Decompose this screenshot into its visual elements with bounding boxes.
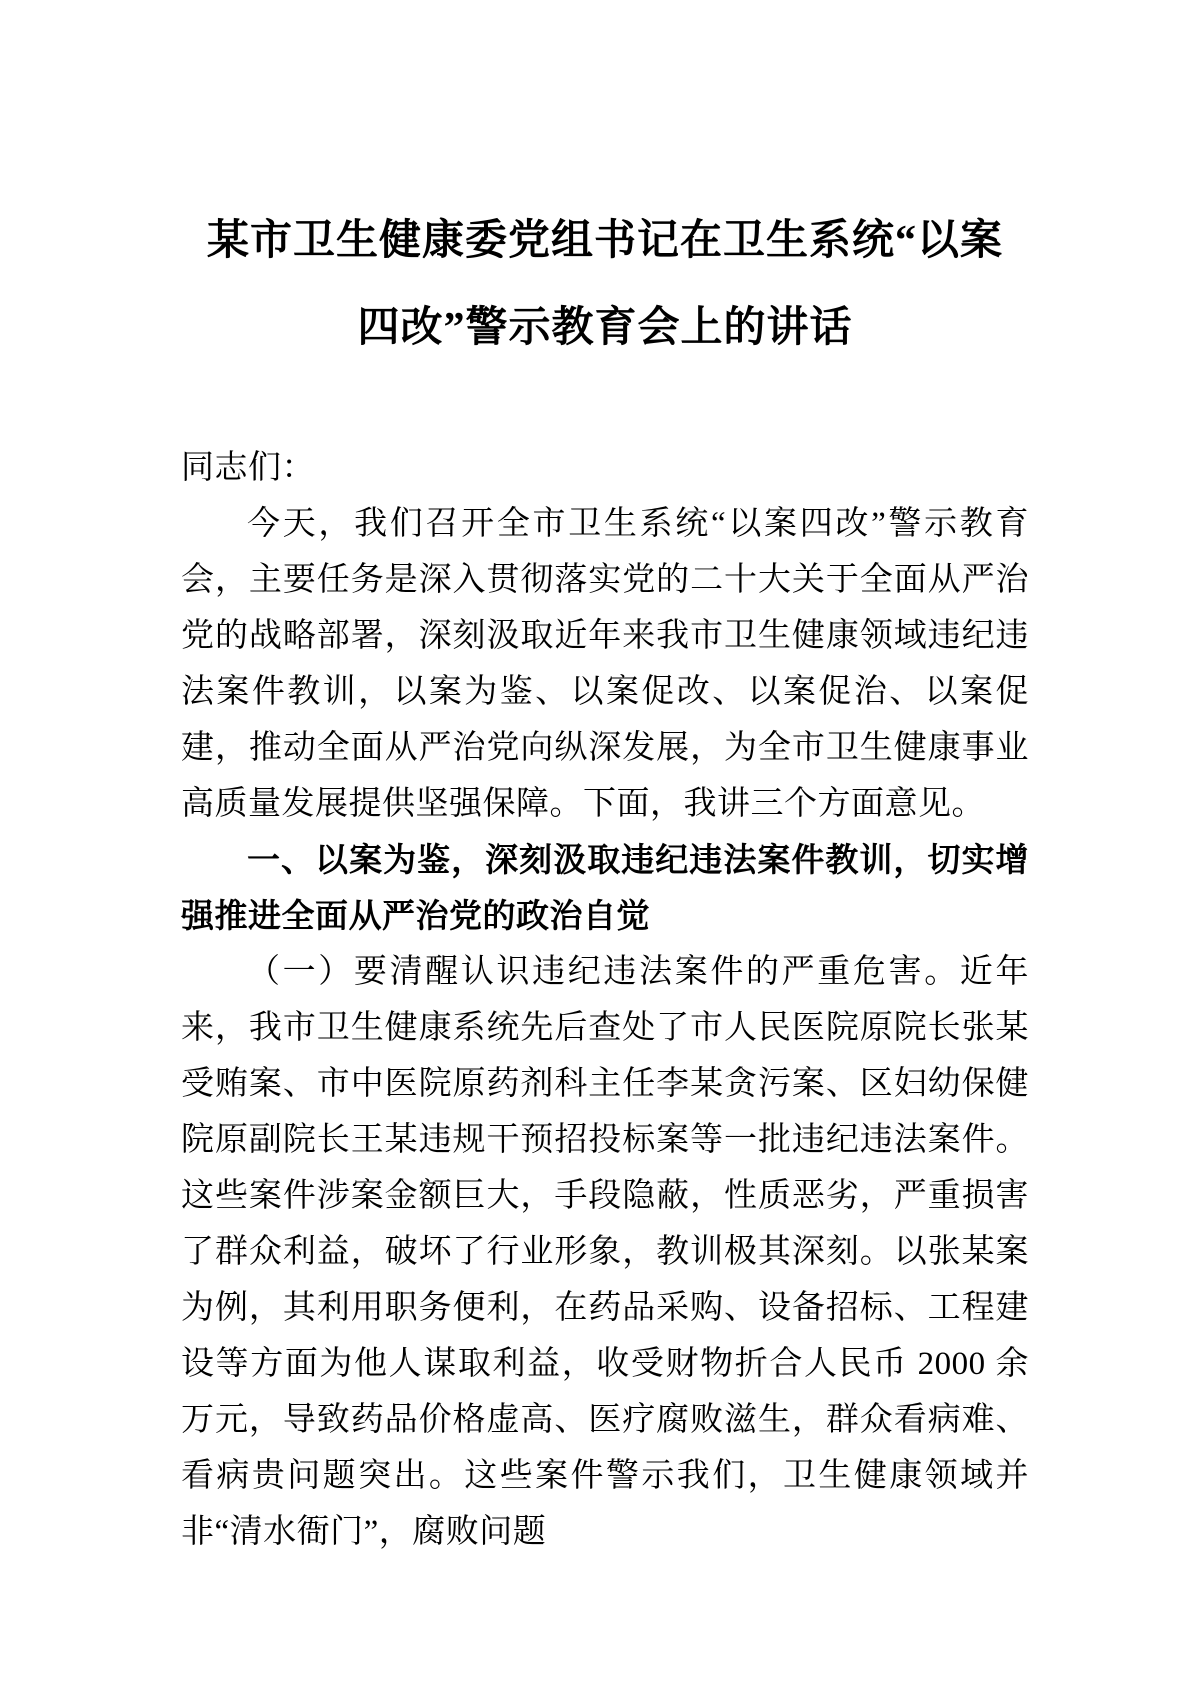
section-one-body-text: 近年来，我市卫生健康系统先后查处了市人民医院原院长张某受贿案、市中医院原药剂科主任李某贪污案、区妇幼保健院原副院长王某违规干预招投标案等一批违纪违法案件。这些案件涉案金额巨大，手段隐蔽，性质恶劣，严重损害了群众利益，破坏了行业形象，教训极其深刻。以张某案为例，其利用职务便利，在药品采购、设备招标、工程建设等方面为他人谋取利益，收受财物折合人民币 2000 余万元，导致药品价格虚高、医疗腐败滋生，群众看病难、看病贵问题突出。这些案件警示我们，卫生健康领域并非“清水衙门”，腐败问题 — [181, 954, 1030, 1550]
document-content — [181, 0, 1029, 1560]
section-one-paragraph — [181, 944, 1029, 1560]
document-title — [181, 198, 1029, 372]
document-title-line-1: 某市卫生健康委党组书记在卫生系统“以案 — [206, 218, 1003, 264]
section-heading-one: 一、以案为鉴，深刻汲取违纪违法案件教训，切实增强推进全面从严治党的政治自觉 — [181, 841, 1029, 934]
section-one-lead-sentence: （一）要清醒认识违纪违法案件的严重危害。 — [247, 954, 960, 990]
intro-paragraph: 今天，我们召开全市卫生系统“以案四改”警示教育会，主要任务是深入贯彻落实党的二十大关于全面从严治党的战略部署，深刻汲取近年来我市卫生健康领域违纪违法案件教训，以案为鉴、以案促改、以案促治、以案促建，推动全面从严治党向纵深发展，为全市卫生健康事业高质量发展提供坚强保障。下面，我讲三个方面意见。 — [181, 506, 1029, 822]
document-title-line-2: 四改”警示教育会上的讲话 — [357, 305, 853, 351]
salutation: 同志们： — [181, 450, 315, 486]
